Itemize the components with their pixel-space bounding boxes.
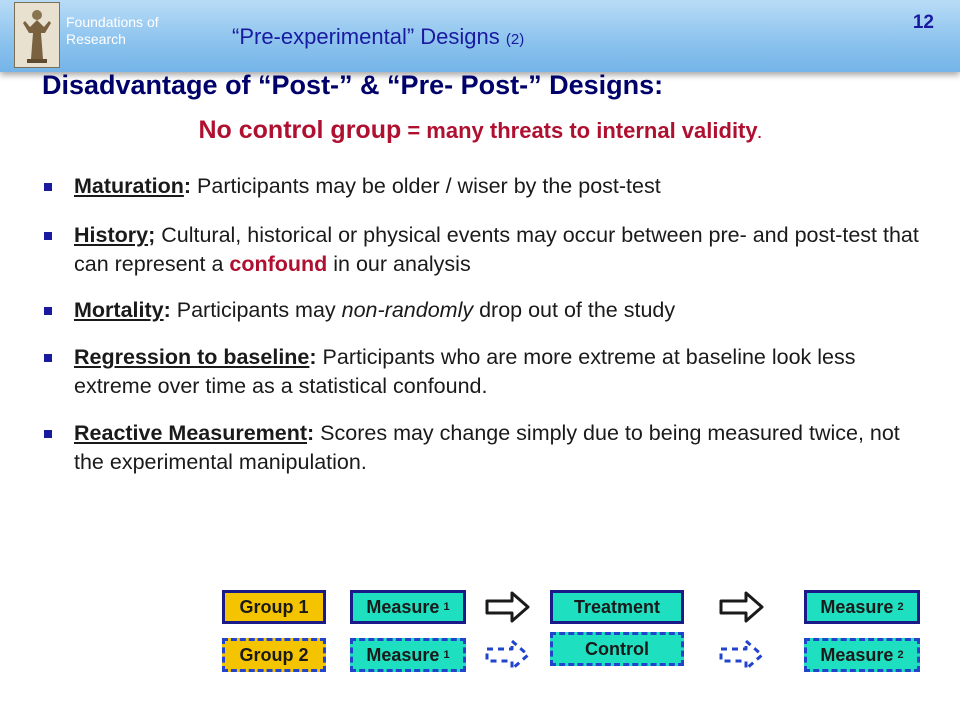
list-item [44, 296, 924, 325]
slide-title-main: “Pre-experimental” Designs [232, 24, 500, 49]
list-item [44, 221, 924, 279]
slide-number: 12 [912, 12, 934, 33]
term-separator: : [163, 298, 171, 322]
threats-list [44, 172, 924, 477]
org-line-1: Foundations of [66, 14, 159, 30]
organization-name [66, 14, 159, 48]
section-heading: Disadvantage of “Post-” & “Pre- Post-” Designs: [42, 70, 664, 100]
solid-arrow-icon [718, 590, 766, 624]
subheading-emphasis: No control group [198, 116, 402, 144]
pretest2-subscript: 1 [443, 649, 450, 661]
group2-label: Group 2 [239, 644, 309, 665]
term-regression: Regression to baseline [74, 345, 310, 369]
dashed-arrow-icon [484, 638, 532, 672]
pretest1-box [350, 590, 466, 624]
term-history: History [74, 223, 149, 247]
pretest2-box [350, 638, 466, 672]
bullet-square-icon [44, 232, 52, 240]
group2-box [222, 638, 326, 672]
solid-arrow-icon [484, 590, 532, 624]
treatment-box [550, 590, 684, 624]
org-line-2: Research [66, 31, 126, 47]
posttest1-subscript: 2 [897, 601, 904, 613]
section-subheading [0, 116, 960, 145]
statue-logo-icon [14, 2, 60, 68]
item-text: drop out of the study [473, 298, 676, 322]
list-item [44, 419, 924, 477]
bullet-square-icon [44, 307, 52, 315]
item-text: Cultural, historical or physical events may occur between pre- and post-test that can represent a [74, 223, 919, 276]
term-maturation: Maturation [74, 174, 184, 198]
pretest1-label: Measure [366, 596, 440, 617]
item-text: in our analysis [327, 252, 471, 276]
control-label: Control [585, 638, 649, 659]
posttest2-label: Measure [820, 644, 894, 665]
term-reactive-measurement: Reactive Measurement [74, 421, 308, 445]
term-separator: : [309, 345, 317, 369]
slide-title [232, 24, 524, 50]
slide-title-sub: (2) [505, 31, 525, 48]
item-text: Participants may be older / wiser by the post-test [191, 174, 661, 198]
subheading-period: . [757, 125, 762, 141]
term-separator: : [307, 421, 315, 445]
bullet-square-icon [44, 183, 52, 191]
item-text: Participants who are more extreme at baseline look less extreme over time as a statistical confound. [74, 345, 856, 398]
term-separator: : [183, 174, 192, 198]
pretest2-label: Measure [366, 644, 440, 665]
term-mortality: Mortality [74, 298, 164, 322]
subheading-rest: = many threats to internal validity [401, 118, 758, 143]
treatment-label: Treatment [573, 596, 661, 617]
highlight-confound: confound [229, 252, 328, 276]
control-box [550, 632, 684, 666]
term-separator: ; [148, 223, 156, 247]
posttest2-subscript: 2 [897, 649, 904, 661]
bullet-square-icon [44, 354, 52, 362]
item-text: Scores may change simply due to being measured twice, not the experimental manipulation. [74, 421, 900, 474]
dashed-arrow-icon [718, 638, 766, 672]
group1-label: Group 1 [239, 596, 309, 617]
posttest1-label: Measure [820, 596, 894, 617]
italic-text: non-randomly [341, 298, 474, 322]
group1-box [222, 590, 326, 624]
bullet-square-icon [44, 430, 52, 438]
list-item [44, 172, 924, 201]
posttest1-box [804, 590, 920, 624]
list-item [44, 343, 924, 401]
posttest2-box [804, 638, 920, 672]
item-text: Participants may [170, 298, 342, 322]
slide-header [0, 0, 960, 72]
pretest1-subscript: 1 [443, 601, 450, 613]
